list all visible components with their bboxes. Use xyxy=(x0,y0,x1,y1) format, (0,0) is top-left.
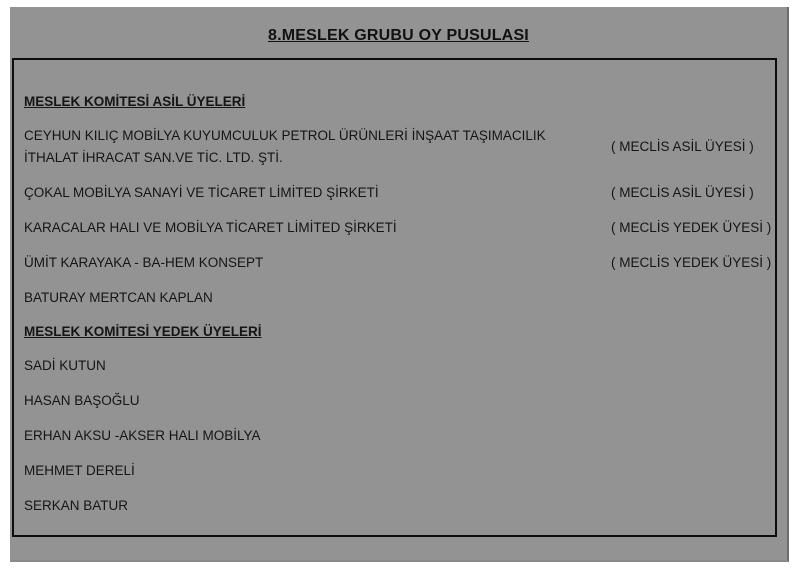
candidate-name: KARACALAR HALI VE MOBİLYA TİCARET LİMİTED ŞİRKETİ xyxy=(24,220,397,235)
candidate-role: ( MECLİS ASİL ÜYESİ ) xyxy=(611,139,754,154)
candidate-name: SERKAN BATUR xyxy=(24,498,129,513)
candidate-name: ERHAN AKSU -AKSER HALI MOBİLYA xyxy=(24,428,261,443)
candidate-name: CEYHUN KILIÇ MOBİLYA KUYUMCULUK PETROL ÜRÜNLERİ İNŞAAT TAŞIMACILIK xyxy=(24,128,546,143)
candidate-name: MEHMET DERELİ xyxy=(24,463,135,478)
candidate-name: ÜMİT KARAYAKA - BA-HEM KONSEPT xyxy=(24,255,264,270)
section-heading-alternate-members: MESLEK KOMİTESİ YEDEK ÜYELERİ xyxy=(24,324,262,339)
candidate-name: HASAN BAŞOĞLU xyxy=(24,393,140,408)
candidate-role: ( MECLİS YEDEK ÜYESİ ) xyxy=(611,220,772,235)
candidate-name: BATURAY MERTCAN KAPLAN xyxy=(24,290,213,305)
candidate-list-box xyxy=(12,58,777,537)
candidate-role: ( MECLİS YEDEK ÜYESİ ) xyxy=(611,255,772,270)
candidate-name: ÇOKAL MOBİLYA SANAYİ VE TİCARET LİMİTED ŞİRKETİ xyxy=(24,185,379,200)
ballot-page xyxy=(10,7,789,562)
candidate-name-continued: İTHALAT İHRACAT SAN.VE TİC. LTD. ŞTİ. xyxy=(24,150,283,165)
candidate-role: ( MECLİS ASİL ÜYESİ ) xyxy=(611,185,754,200)
candidate-name: SADİ KUTUN xyxy=(24,358,106,373)
ballot-title: 8.MESLEK GRUBU OY PUSULASI xyxy=(268,27,529,44)
section-heading-primary-members: MESLEK KOMİTESİ ASİL ÜYELERİ xyxy=(24,94,246,109)
